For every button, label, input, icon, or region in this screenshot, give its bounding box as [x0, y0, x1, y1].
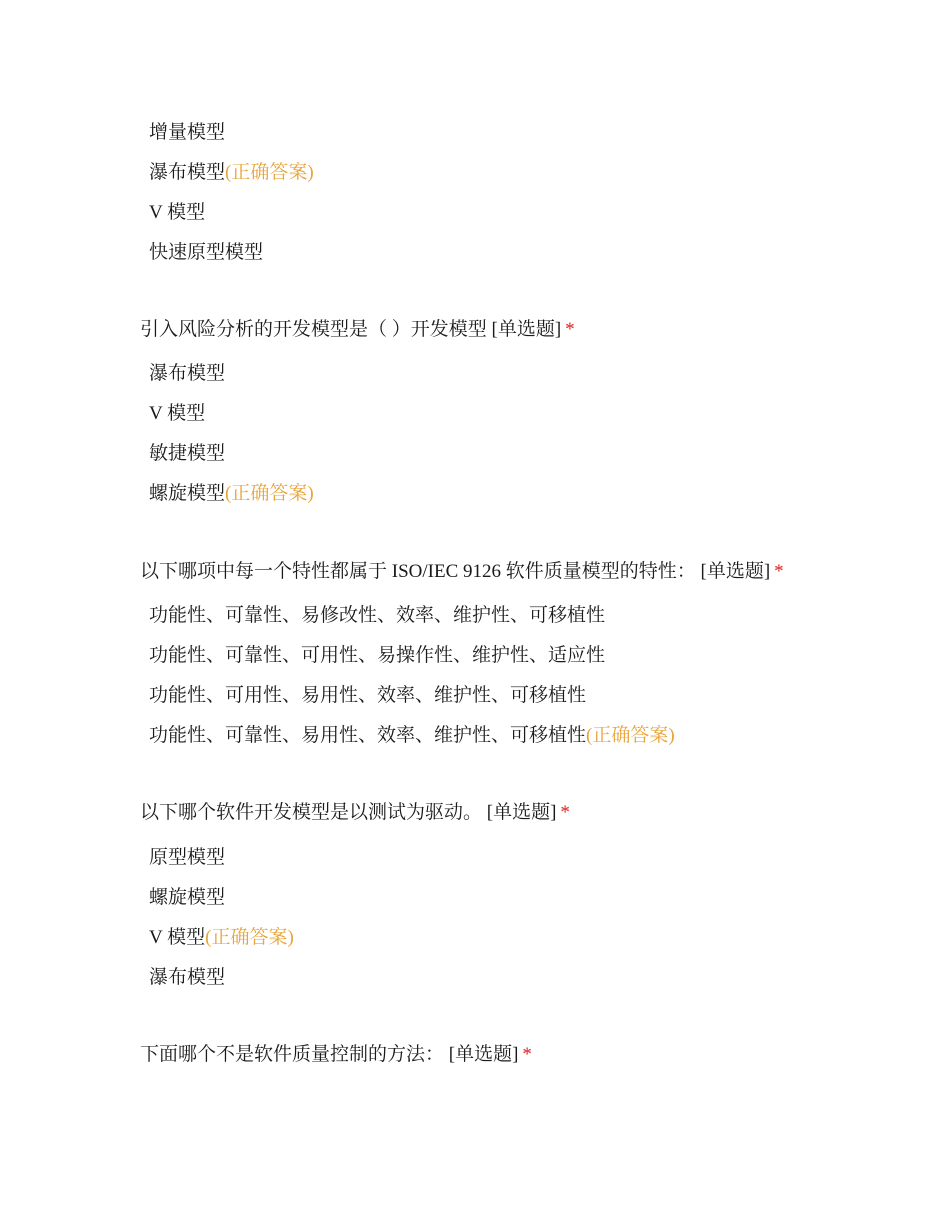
question-title [140, 560, 784, 584]
option-item [149, 846, 225, 870]
option-text: 功能性、可靠性、可用性、易操作性、维护性、适应性 [149, 645, 606, 666]
option-text: 功能性、可用性、易用性、效率、维护性、可移植性 [149, 685, 587, 706]
correct-answer-tag: (正确答案) [225, 483, 314, 504]
option-item [149, 724, 675, 748]
required-mark: * [560, 802, 570, 823]
option-item [149, 966, 225, 990]
option-item [149, 886, 225, 910]
option-item [149, 402, 205, 426]
option-text: 功能性、可靠性、易用性、效率、维护性、可移植性 [149, 725, 587, 746]
question-text: 下面哪个不是软件质量控制的方法： [单选题] [140, 1044, 519, 1065]
option-item [149, 482, 314, 506]
required-mark: * [565, 319, 575, 340]
option-item [149, 201, 205, 225]
question-text: 以下哪项中每一个特性都属于 ISO/IEC 9126 软件质量模型的特性： [单选题] [140, 561, 771, 582]
correct-answer-tag: (正确答案) [586, 725, 675, 746]
option-text: 增量模型 [149, 122, 226, 143]
option-item [149, 362, 225, 386]
option-text: 螺旋模型 [149, 887, 226, 908]
option-text: 螺旋模型 [149, 483, 226, 504]
option-item [149, 442, 225, 466]
option-item [149, 684, 586, 708]
correct-answer-tag: (正确答案) [205, 927, 294, 948]
option-item [149, 121, 225, 145]
question-text: 引入风险分析的开发模型是（ ）开发模型 [单选题] [140, 319, 562, 340]
option-text: 瀑布模型 [149, 967, 226, 988]
option-item [149, 644, 605, 668]
option-text: 快速原型模型 [149, 242, 264, 263]
required-mark: * [522, 1044, 532, 1065]
option-text: V 模型 [149, 403, 206, 424]
option-item [149, 161, 314, 185]
question-title [140, 801, 570, 825]
option-text: 功能性、可靠性、易修改性、效率、维护性、可移植性 [149, 605, 606, 626]
option-item [149, 926, 294, 950]
question-title [140, 318, 575, 342]
option-text: V 模型 [149, 202, 206, 223]
correct-answer-tag: (正确答案) [225, 162, 314, 183]
option-text: 瀑布模型 [149, 162, 226, 183]
option-item [149, 241, 263, 265]
required-mark: * [774, 561, 784, 582]
option-text: 瀑布模型 [149, 363, 226, 384]
option-text: V 模型 [149, 927, 206, 948]
option-item [149, 604, 605, 628]
option-text: 敏捷模型 [149, 443, 226, 464]
question-title [140, 1043, 532, 1067]
option-text: 原型模型 [149, 847, 226, 868]
question-text: 以下哪个软件开发模型是以测试为驱动。 [单选题] [140, 802, 557, 823]
